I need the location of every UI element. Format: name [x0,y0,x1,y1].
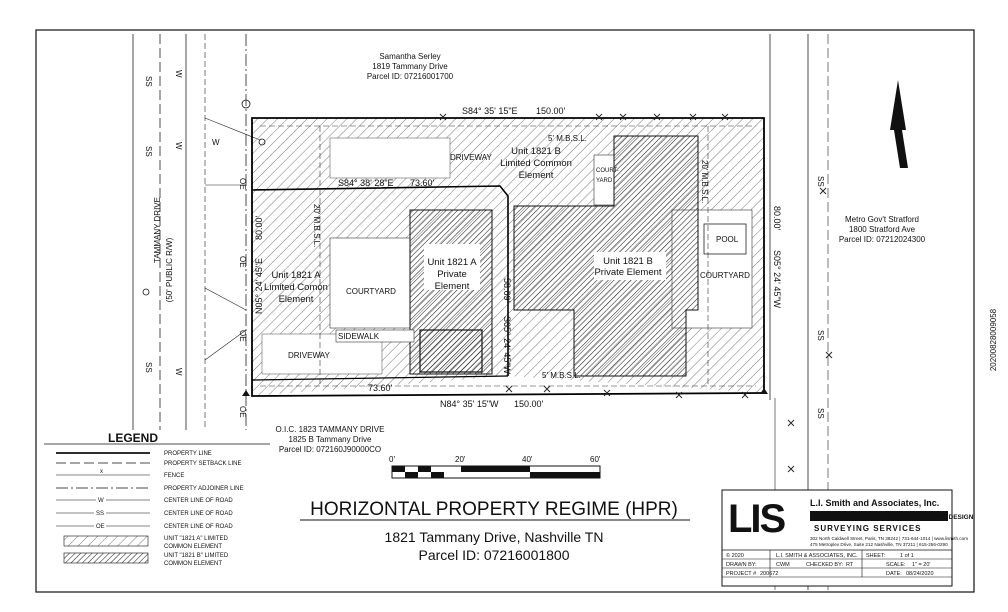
svg-text:N: N [894,115,902,127]
project-value: 200672 [760,571,779,577]
setback-left-label: 20' M.B.S.L. [312,204,321,248]
svg-text:FENCE: FENCE [164,473,185,479]
line-code-w: W [174,70,183,78]
svg-text:OE: OE [96,524,105,530]
line-code-ss: SS [816,330,825,341]
line-code-ss: SS [816,176,825,187]
company-address-2: 475 Metroplex Drive, Suite 212 Nashville, TN 37211 | 615-256-0290 [810,542,948,547]
svg-text:CENTER LINE OF ROAD: CENTER LINE OF ROAD [164,524,233,530]
unit-a-private-label-1: Unit 1821 A [427,257,477,268]
scale-value: 1" = 20' [912,562,931,568]
neighbor-top-parcel: Parcel ID: 07216001700 [366,72,454,81]
driveway-top-label: DRIVEWAY [450,153,492,162]
unit-b-private-label-1: Unit 1821 B [603,256,653,267]
svg-text:PROPERTY LINE: PROPERTY LINE [164,451,212,457]
svg-text:COMMON ELEMENT: COMMON ELEMENT [164,561,223,567]
legend-title: LEGEND [108,431,159,445]
line-code-oe: OE [238,406,247,418]
legend-item [56,496,233,504]
scale-label-60: 60' [590,455,601,464]
scale-bar [389,455,601,478]
marker-icon [143,289,149,295]
company-firm: L.I. SMITH & ASSOCIATES, INC. [776,553,858,559]
svg-text:CENTER LINE OF ROAD: CENTER LINE OF ROAD [164,498,233,504]
line-code-ss: SS [816,408,825,419]
neighbor-bottom-name: O.I.C. 1823 TAMMANY DRIVE [275,425,385,434]
svg-text:W: W [98,498,104,504]
sidewalk-label: SIDEWALK [338,332,380,341]
driveway-bottom-label: DRIVEWAY [288,351,330,360]
unit-a-limited-label-1: Unit 1821 A [271,270,321,281]
bearing-bottom: N84° 35' 15"W [440,399,499,409]
checked-by-label: CHECKED BY: [806,562,843,568]
plat-title: HORIZONTAL PROPERTY REGIME (HPR) [310,499,678,520]
setback-right-label: 20' M.B.S.L. [700,160,709,204]
svg-text:x: x [100,469,103,475]
line-code-oe: OE [238,256,247,268]
svg-text:PROPERTY SETBACK LINE: PROPERTY SETBACK LINE [164,461,242,467]
company-tagline: LAND DEVELOPMENT | INFRASTRUCTURE DESIGN [812,514,974,521]
line-code-oe: OE [238,330,247,342]
road-name: TAMMANY DRIVE [153,197,162,263]
legend-item [56,461,241,467]
pool-label: POOL [716,235,739,244]
bearing-inner-bottom-length: 73.60' [368,383,393,393]
scale-label: SCALE: [886,562,906,568]
courtyard-a-area [330,238,410,328]
scale-label-20: 20' [455,455,466,464]
bearing-left: N05° 24' 45"E [254,257,264,314]
scale-label-40: 40' [522,455,533,464]
legend-item [64,553,229,567]
bearing-right: S05° 24' 45"W [772,250,782,309]
company-services: SURVEYING SERVICES [814,524,922,533]
bearing-inner-top: S84° 38' 28"E [338,178,394,188]
company-logo: LIS [728,497,785,541]
legend [44,431,270,567]
svg-text:UNIT "1821 B" LIMITED: UNIT "1821 B" LIMITED [164,553,229,559]
line-code-ss: SS [144,146,153,157]
court-yard-label-2: YARD [596,178,613,184]
line-code-ss: SS [144,76,153,87]
line-code-w: W [212,138,220,147]
bearing-inner-right: S05° 24' 45"W [502,316,512,375]
svg-text:CENTER LINE OF ROAD: CENTER LINE OF ROAD [164,511,233,517]
legend-item [56,451,212,457]
bearing-inner-right-length: 58.69' [502,278,512,303]
line-code-oe: OE [238,178,247,190]
company-title-block [722,490,974,586]
line-code-w: W [174,142,183,150]
road-row: (50' PUBLIC R/W) [165,237,174,303]
setback-bottom-label: 5' M.B.S.L. [542,371,581,380]
sheet-value: 1 of 1 [900,553,914,559]
sheet-label: SHEET: [866,553,886,559]
bearing-top: S84° 35' 15"E [462,106,518,116]
legend-item [56,522,233,530]
document-number: 20200828009058 [989,308,998,372]
unit-b-limited-label-2: Limited Common [500,158,572,169]
legend-item [56,509,233,517]
bearing-right-length: 80.00' [772,206,782,231]
scale-label-0: 0' [389,455,395,464]
company-name: L.I. Smith and Associates, Inc. [810,498,940,508]
courtyard-a-label: COURTYARD [346,287,396,296]
corner-pin-icon [242,390,250,396]
court-yard-label-1: COURT- [596,168,619,174]
unit-a-limited-label-3: Element [278,294,314,305]
line-code-w: W [174,368,183,376]
plat-parcel: Parcel ID: 07216001800 [418,547,570,563]
svg-text:SS: SS [96,511,105,517]
unit-a-garage [420,330,482,372]
driveway-top-area [330,138,450,178]
svg-text:COMMON ELEMENT: COMMON ELEMENT [164,544,223,550]
unit-b-limited-label-1: Unit 1821 B [511,146,561,157]
neighbor-top-address: 1819 Tammany Drive [372,62,448,71]
neighbor-right-name: Metro Gov't Stratford [845,215,919,224]
neighbor-right-address: 1800 Stratford Ave [848,225,916,234]
courtyard-b-label: COURTYARD [700,271,750,280]
neighbor-top-name: Samantha Serley [379,52,441,61]
project-label: PROJECT # [726,571,757,577]
company-address-1: 302 North Caldwell Street, Paris, TN 38242 | 731-644-1014 | www.lismith.com [810,536,969,541]
neighbor-bottom-address: 1825 B Tammany Drive [288,435,372,444]
date-value: 08/24/2020 [906,571,934,577]
setback-top-label: 5' M.B.S.L. [548,134,587,143]
company-copyright: © 2020 [726,553,744,559]
legend-item [56,486,243,492]
unit-b-private-label-2: Private Element [594,267,662,278]
unit-a-private-label-3: Element [434,281,470,292]
svg-text:PROPERTY ADJOINER LINE: PROPERTY ADJOINER LINE [164,486,244,492]
date-label: DATE: [886,571,902,577]
drawn-by-label: DRAWN BY: [726,562,757,568]
bearing-inner-top-length: 73.60' [410,178,435,188]
unit-a-private-label-2: Private [437,269,467,280]
neighbor-right-parcel: Parcel ID: 07212024300 [838,235,926,244]
neighbor-bottom-parcel: Parcel ID: 072160J90000CO [278,445,382,454]
legend-item [56,469,184,479]
unit-b-limited-label-3: Element [518,170,554,181]
drawn-by-value: CWM [776,562,790,568]
north-arrow-icon [890,80,908,168]
bearing-left-length: 80.00' [254,215,264,240]
bearing-bottom-length: 150.00' [514,399,544,409]
plat-address: 1821 Tammany Drive, Nashville TN [384,529,604,545]
legend-item [64,536,229,550]
line-code-ss: SS [144,362,153,373]
bearing-top-length: 150.00' [536,106,566,116]
checked-by-value: RT [846,562,854,568]
svg-text:UNIT "1821 A" LIMITED: UNIT "1821 A" LIMITED [164,536,228,542]
unit-a-limited-label-2: Limited Comon [264,282,328,293]
